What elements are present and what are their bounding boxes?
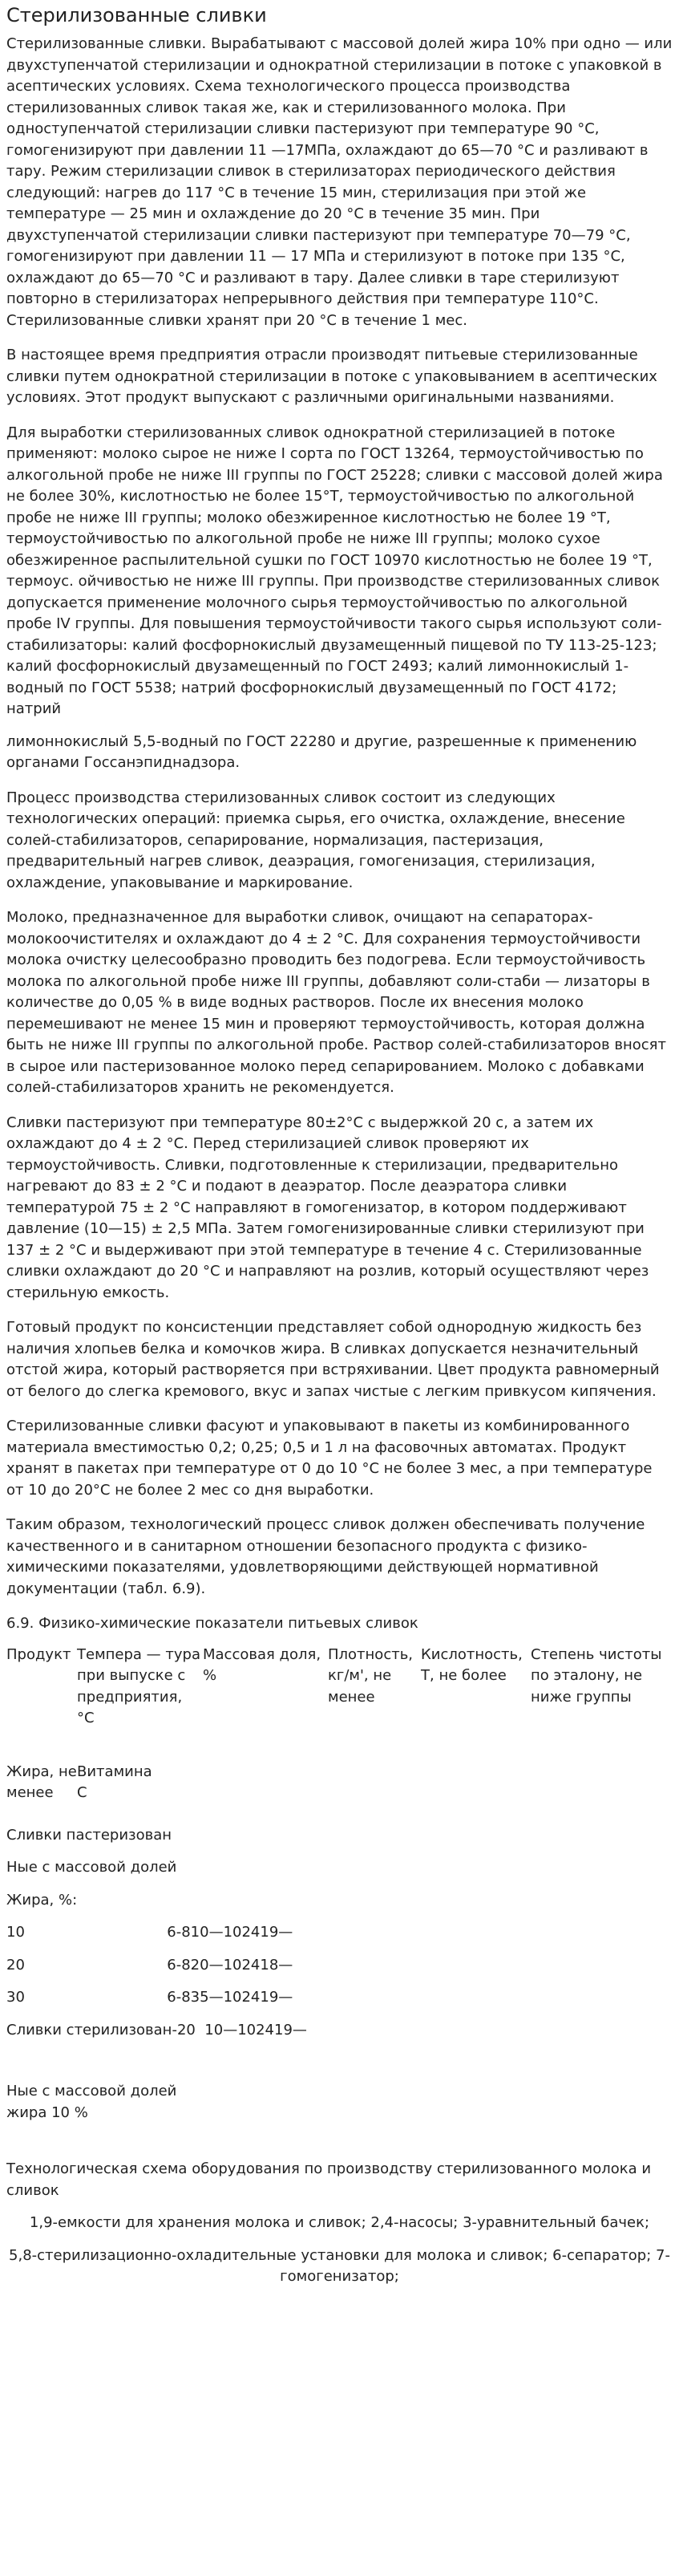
table-line-6: 30 6-835—102419— <box>6 1989 293 2006</box>
paragraph-10: Таким образом, технологический процесс сливок должен обеспечивать получение качественного и в санитарном отношении безопасного продукта с физико-химическими показателями, удовлетворяющими действующей нормативной документации (табл. 6.9). <box>6 1516 645 1597</box>
table-header-temperature: Темпера — тура при выпуске с предприятия, °С <box>77 1645 200 1726</box>
table-line-7: Сливки стерилизован-20 10—102419— <box>6 2021 307 2038</box>
table-tail: Ные с массовой долей жира 10 % <box>6 2083 177 2121</box>
table-header-acidity: Кислотность, Т, не более <box>421 1645 523 1684</box>
paragraph-7: Сливки пастеризуют при температуре 80±2°С с выдержкой 20 с, а затем их охлаждают до 4 ± 2 °С. Перед стерилизацией сливок проверяют их термоустойчивость. Сливки, подготовленные к стерилизации, предварительно нагревают до 83 ± 2 °С и подают в деаэратор. После деаэратора сливки температурой 75 ± 2 °С направляют в гомогенизатор, в котором поддерживают давление (10—15) ± 2,5 МПа. Затем гомогенизированные сливки стерилизуют при 137 ± 2 °С и выдерживают при этой температуре в течение 4 с. Стерилизованные сливки охлаждают до 20 °С и направляют на розлив, который осуществляют через стерильную емкость. <box>6 1114 649 1301</box>
paragraph-4: лимоннокислый 5,5-водный по ГОСТ 22280 и другие, разрешенные к применению органами Госсанэпиднадзора. <box>6 732 637 771</box>
table-caption: 6.9. Физико-химические показатели питьевых сливок <box>6 1615 418 1632</box>
table-subheader-row <box>6 1762 673 1804</box>
table-subheader-vitamin-c: Витамина С <box>77 1763 152 1801</box>
page-title: Стерилизованные сливки <box>6 4 267 26</box>
table-line-4: 10 6-810—102419— <box>6 1924 293 1941</box>
table-subheader-fat: Жира, не менее <box>6 1763 77 1801</box>
paragraph-8: Готовый продукт по консистенции представляет собой однородную жидкость без наличия хлопьев белка и комочков жира. В сливках допускается незначительный отстой жира, который растворяется при встряхивании. Цвет продукта равномерный от белого до слегка кремового, вкус и запах чистые с легким привкусом кипячения. <box>6 1319 660 1400</box>
scheme-legend-1: 1,9-емкости для хранения молока и сливок; 2,4-насосы; 3-уравнительный бачек; <box>29 2214 650 2231</box>
table-header-purity: Степень чистоты по эталону, не ниже группы <box>531 1645 662 1706</box>
paragraph-2: В настоящее время предприятия отрасли производят питьевые стерилизованные сливки путем однократной стерилизации в потоке с упаковыванием в асептических условиях. Этот продукт выпускают с различными оригинальными названиями. <box>6 347 657 406</box>
spacer <box>6 2052 673 2081</box>
table-header-product: Продукт <box>6 1645 71 1663</box>
table-line-5: 20 6-820—102418— <box>6 1956 293 1974</box>
paragraph-5: Процесс производства стерилизованных сливок состоит из следующих технологических операций: приемка сырья, его очистка, охлаждение, внесение солей-стабилизаторов, сепарирование, нормализация, пастеризация, предварительный нагрев сливок, деаэрация, гомогенизация, стерилизация, охлаждение, упаковывание и маркирование. <box>6 789 625 891</box>
scheme-title: Технологическая схема оборудования по производству стерилизованного молока и сливок <box>6 2160 652 2199</box>
table-header-density: Плотность, кг/м', не менее <box>328 1645 414 1706</box>
table-line-3: Жира, %: <box>6 1891 78 1909</box>
paragraph-1: Стерилизованные сливки. Вырабатывают с массовой долей жира 10% при одно — или двухступенчатой стерилизации и однократной стерилизации в потоке с упаковкой в асептических условиях. Схема технологического процесса производства стерилизованных сливок такая же, как и стерилизованного молока. При одноступенчатой стерилизации сливки пастеризуют при температуре 90 °С, гомогенизируют при давлении 11 —17МПа, охлаждают до 65—70 °С и разливают в тару. Режим стерилизации сливок в стерилизаторах периодического действия следующий: нагрев до 117 °С в течение 15 мин, стерилизация при этой же температуре — 25 мин и охлаждение до 20 °С в течение 35 мин. При двухступенчатой стерилизации сливки пастеризуют при температуре 70—79 °С, гомогенизируют при давлении 11 — 17 МПа и стерилизуют в потоке при 135 °С, охлаждают до 65—70 °С и разливают в тару. Далее сливки в таре стерилизуют повторно в стерилизаторах непрерывного действия при температуре 110°С. Стерилизованные сливки хранят при 20 °С в течение 1 мес. <box>6 35 673 329</box>
table-line-2: Ные с массовой долей <box>6 1859 177 1876</box>
table-header-row <box>6 1645 673 1730</box>
table-line-1: Сливки пастеризован <box>6 1826 172 1844</box>
table-header-mass-fraction: Массовая доля, % <box>203 1645 321 1684</box>
paragraph-9: Стерилизованные сливки фасуют и упаковывают в пакеты из комбинированного материала вместимостью 0,2; 0,25; 0,5 и 1 л на фасовочных автоматах. Продукт хранят в пакетах при температуре от 0 до 10 °С не более 3 мес, а при температуре от 10 до 20°С не более 2 мес со дня выработки. <box>6 1418 653 1499</box>
scheme-legend-2: 5,8-стерилизационно-охладительные установки для молока и сливок; 6-сепаратор; 7- гомогенизатор; <box>9 2246 670 2285</box>
paragraph-6: Молоко, предназначенное для выработки сливок, очищают на сепараторах-молокоочистителях и охлаждают до 4 ± 2 °С. Для сохранения термоустойчивости молока очистку целесообразно проводить без подогрева. Если термоустойчивость молока по алкогольной пробе ниже III группы, добавляют соли-стаби — лизаторы в количестве до 0,05 % в виде водных растворов. После их внесения молоко перемешивают не менее 15 мин и проверяют термоустойчивость, которая должна быть не ниже III группы по алкогольной пробе. Раствор солей-стабилизаторов вносят в сырое или пастеризованное молоко перед сепарированием. Молоко с добавками солей-стабилизаторов хранить не рекомендуется. <box>6 909 666 1096</box>
paragraph-3: Для выработки стерилизованных сливок однократной стерилизацией в потоке применяют: молоко сырое не ниже I сорта по ГОСТ 13264, термоустойчивостью по алкогольной пробе не ниже III группы по ГОСТ 25228; сливки с массовой долей жира не более 30%, кислотностью не более 15°Т, термоустойчивостью по алкогольной пробе не ниже III группы; молоко обезжиренное кислотностью не более 19 °Т, термоустойчивостью по алкогольной пробе не ниже III группы; молоко сухое обезжиренное распылительной сушки по ГОСТ 10970 кислотностью не более 19 °Т, термоус. ойчивостью не ниже III группы. При производстве стерилизованных сливок допускается применение молочного сырья термоустойчивостью по алкогольной пробе IV группы. Для повышения термоустойчивости такого сырья используют соли-стабилизаторы: калий фосфорнокислый двузамещенный пищевой по ТУ 113-25-123; калий фосфорнокислый двузамещенный по ГОСТ 2493; калий лимоннокислый 1-водный по ГОСТ 5538; натрий фосфорнокислый двузамещенный по ГОСТ 4172; натрий <box>6 424 663 717</box>
